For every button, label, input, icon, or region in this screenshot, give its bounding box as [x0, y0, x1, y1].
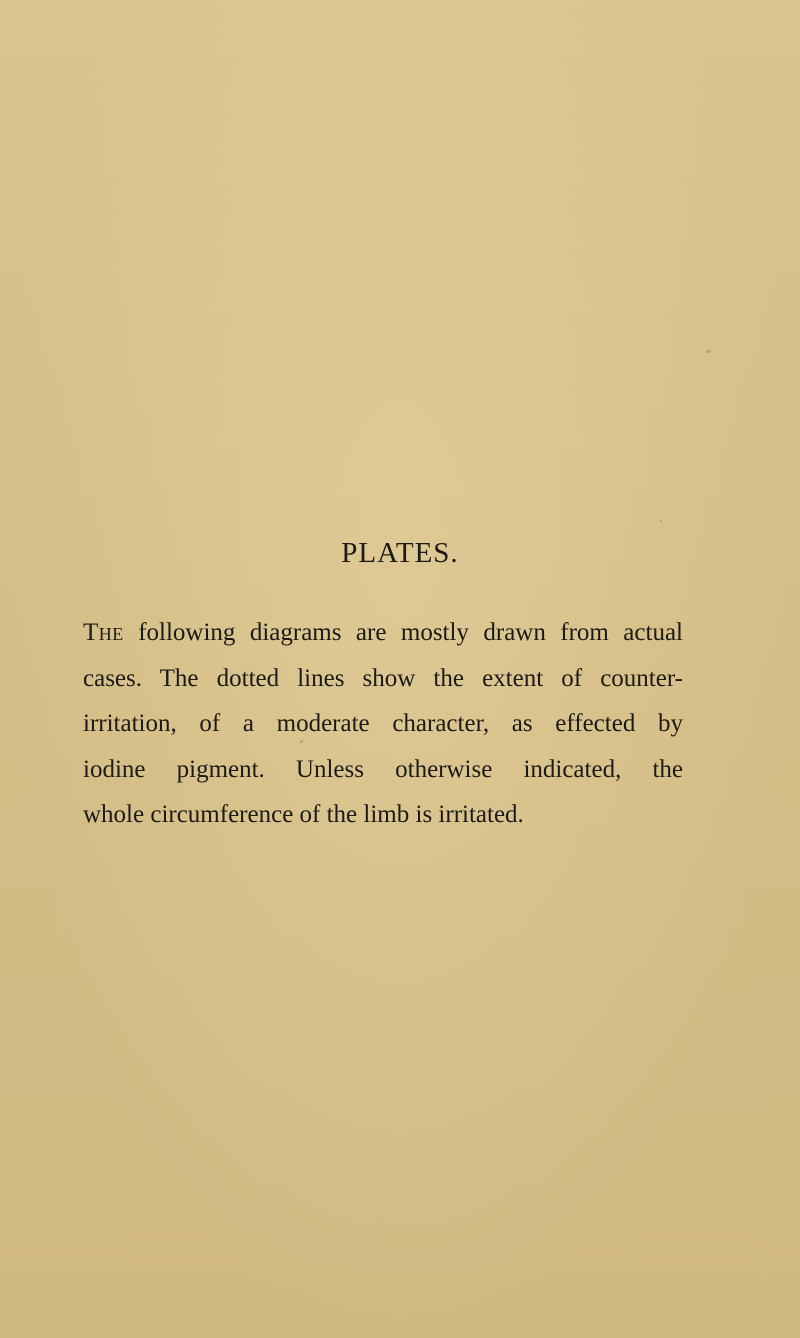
page-title: PLATES. — [341, 537, 459, 569]
paragraph-line-5: whole circumference of the limb is irritated. — [83, 801, 524, 828]
first-word: The — [83, 619, 124, 646]
body-paragraph — [83, 610, 683, 838]
paper-speck — [706, 350, 711, 353]
paragraph-line-4: iodine pigment. Unless otherwise indicated, the — [83, 755, 683, 783]
paragraph-line-2: cases. The dotted lines show the extent of counter- — [83, 664, 683, 692]
paragraph-line-3: irritation, of a moderate character, as effected by — [83, 710, 683, 737]
line-1-text: following diagrams are mostly drawn from actual — [123, 619, 683, 646]
paper-speck — [660, 520, 662, 522]
paragraph-line-1 — [83, 610, 683, 656]
